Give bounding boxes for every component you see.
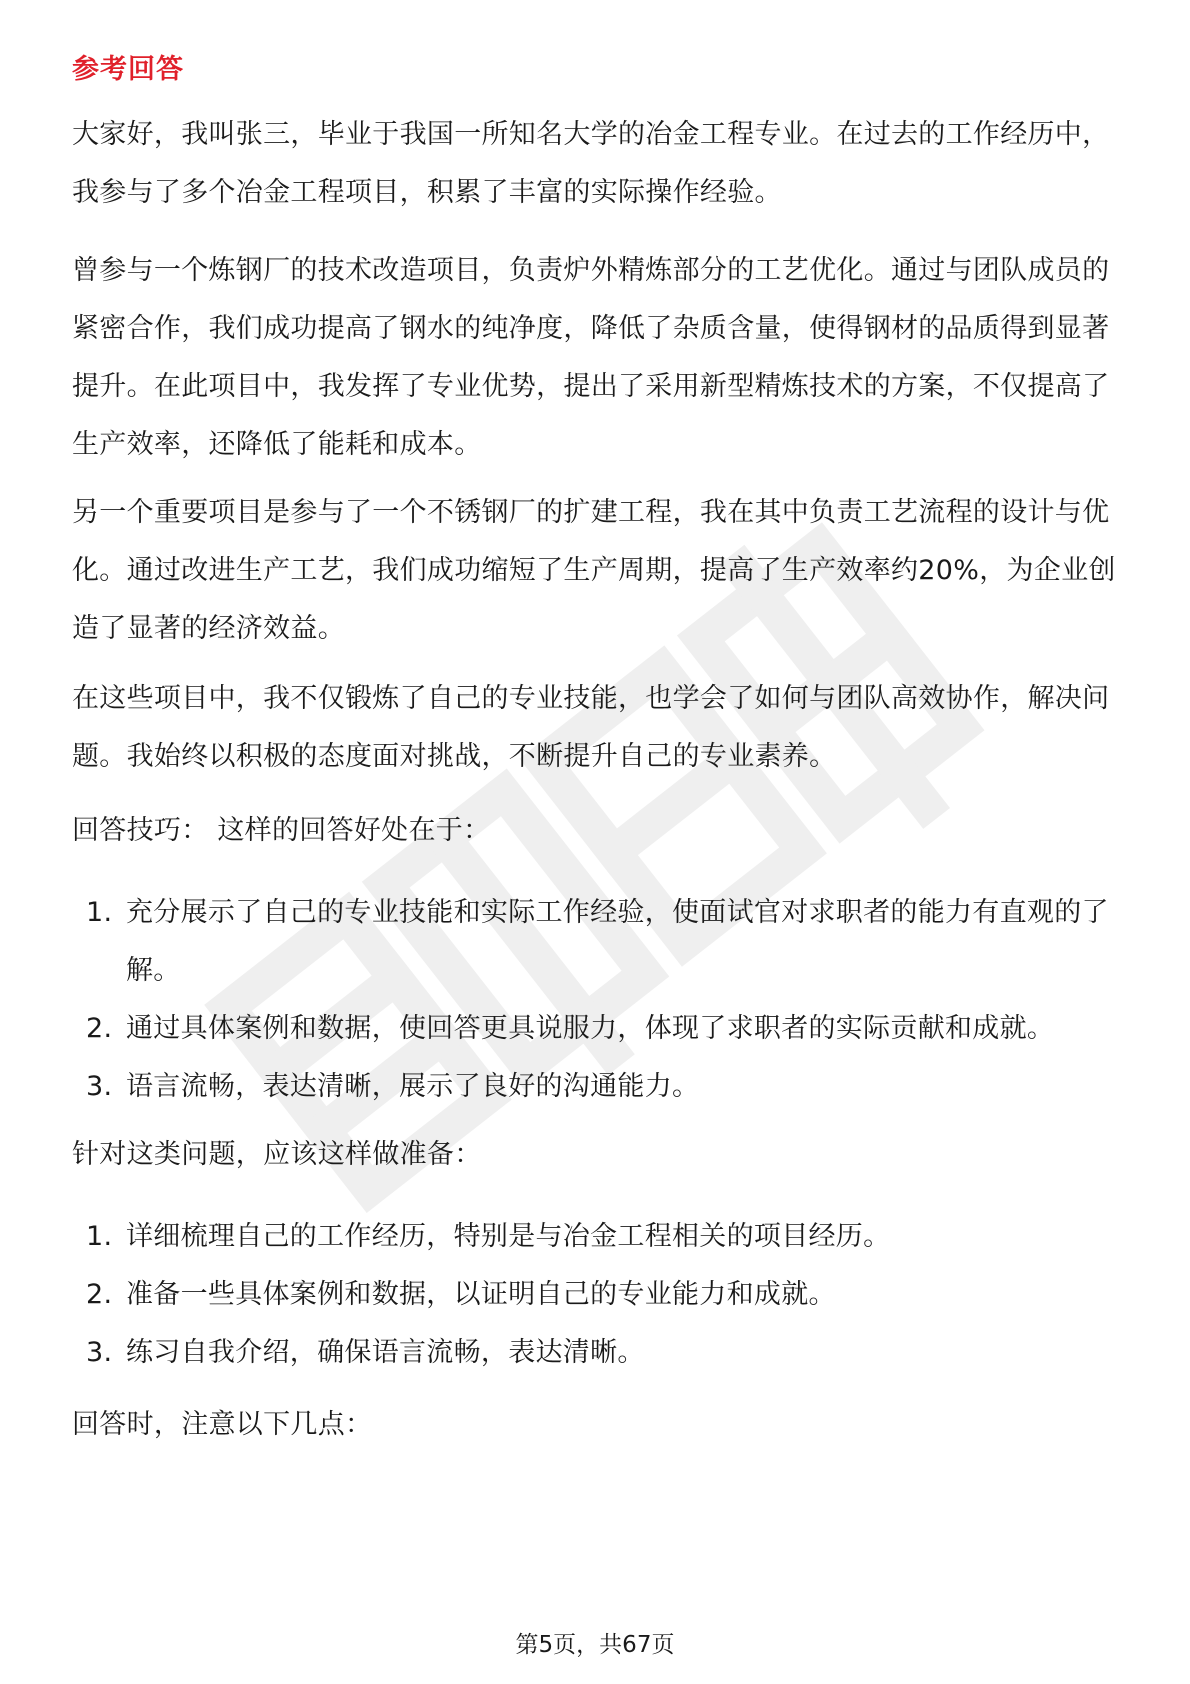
list-text: 语言流畅，表达清晰，展示了良好的沟通能力。 xyxy=(126,1071,700,1102)
prep-heading: 针对这类问题，应该这样做准备： xyxy=(72,1139,482,1170)
list-number: 3. xyxy=(86,1071,113,1102)
paragraph-summary: 在这些项目中，我不仅锻炼了自己的专业技能，也学会了如何与团队高效协作，解决问题。我始终以积极的态度面对挑战，不断提升自己的专业素养。 xyxy=(72,683,1110,772)
paragraph-project-2: 另一个重要项目是参与了一个不锈钢厂的扩建工程，我在其中负责工艺流程的设计与优化。通过改进生产工艺，我们成功缩短了生产周期，提高了生产效率约20%，为企业创造了显著的经济效益。 xyxy=(72,497,1116,644)
list-number: 3. xyxy=(86,1337,113,1368)
list-item xyxy=(72,1058,1122,1116)
prep-list xyxy=(72,1208,1122,1382)
list-item xyxy=(72,1266,1122,1324)
tips-list xyxy=(72,884,1122,1116)
answer-heading: 参考回答 xyxy=(72,54,184,85)
list-item xyxy=(72,1324,1122,1382)
paragraph-project-1: 曾参与一个炼钢厂的技术改造项目，负责炉外精炼部分的工艺优化。通过与团队成员的紧密合作，我们成功提高了钢水的纯净度，降低了杂质含量，使得钢材的品质得到显著提升。在此项目中，我发挥了专业优势，提出了采用新型精炼技术的方案，不仅提高了生产效率，还降低了能耗和成本。 xyxy=(72,255,1110,460)
list-item xyxy=(72,1000,1122,1058)
page-footer: 第5页，共67页 xyxy=(515,1632,675,1658)
list-text: 通过具体案例和数据，使回答更具说服力，体现了求职者的实际贡献和成就。 xyxy=(126,1013,1055,1044)
list-item xyxy=(72,1208,1122,1266)
list-number: 2. xyxy=(86,1013,113,1044)
list-text: 充分展示了自己的专业技能和实际工作经验，使面试官对求职者的能力有直观的了解。 xyxy=(126,897,1109,986)
paragraph-intro: 大家好，我叫张三，毕业于我国一所知名大学的冶金工程专业。在过去的工作经历中，我参与了多个冶金工程项目，积累了丰富的实际操作经验。 xyxy=(72,119,1110,208)
list-number: 1. xyxy=(86,897,113,928)
list-number: 1. xyxy=(86,1221,113,1252)
notes-heading: 回答时，注意以下几点： xyxy=(72,1409,373,1440)
list-text: 详细梳理自己的工作经历，特别是与冶金工程相关的项目经历。 xyxy=(126,1221,891,1252)
list-text: 练习自我介绍，确保语言流畅，表达清晰。 xyxy=(126,1337,645,1368)
list-number: 2. xyxy=(86,1279,113,1310)
list-item xyxy=(72,884,1122,1000)
tips-heading: 回答技巧： 这样的回答好处在于： xyxy=(72,815,491,846)
list-text: 准备一些具体案例和数据，以证明自己的专业能力和成就。 xyxy=(126,1279,836,1310)
